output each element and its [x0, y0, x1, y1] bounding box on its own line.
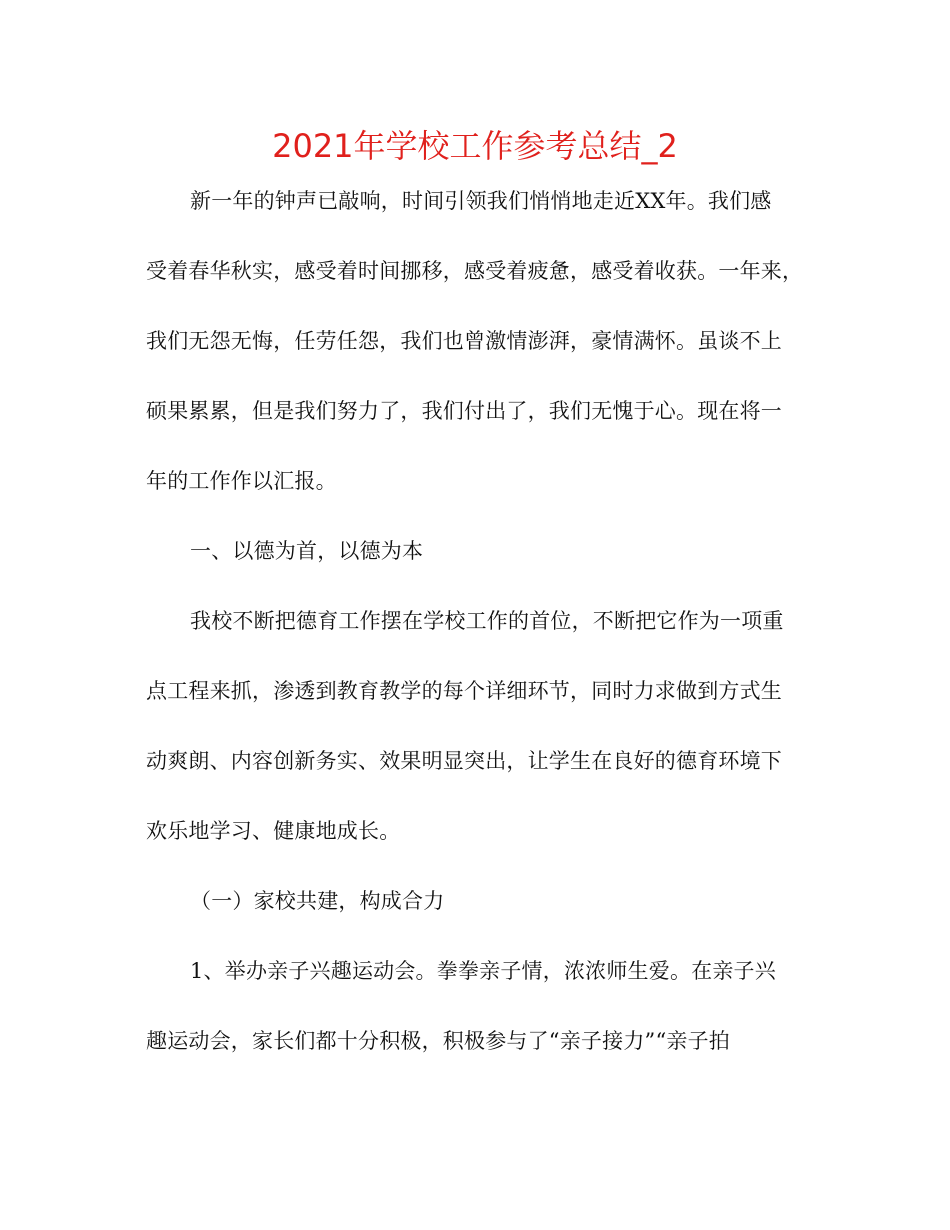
text-line: 点工程来抓，渗透到教育教学的每个详细环节，同时力求做到方式生: [146, 679, 782, 703]
paragraph-intro: [146, 166, 816, 516]
text-line: 硕果累累，但是我们努力了，我们付出了，我们无愧于心。现在将一: [146, 399, 782, 423]
paragraph-moral-education: [146, 586, 816, 866]
subsection-heading-1: [146, 866, 816, 936]
paragraph-sports-meet: [146, 936, 816, 1076]
text-line: 趣运动会，家长们都十分积极，积极参与了“亲子接力”“亲子拍: [146, 1029, 731, 1053]
document-title: 2021年学校工作参考总结_2: [272, 127, 678, 165]
text-line: 1、举办亲子兴趣运动会。拳拳亲子情，浓浓师生爱。在亲子兴: [190, 959, 776, 983]
text-line: 我校不断把德育工作摆在学校工作的首位，不断把它作为一项重: [190, 609, 784, 633]
heading-line: 一、以德为首，以德为本: [190, 539, 424, 563]
text-line: 动爽朗、内容创新务实、效果明显突出，让学生在良好的德育环境下: [146, 749, 782, 773]
text-line: 欢乐地学习、健康地成长。: [146, 819, 401, 843]
text-line: 新一年的钟声已敲响，时间引领我们悄悄地走近XX年。我们感: [190, 189, 772, 213]
text-line: 我们无怨无悔，任劳任怨，我们也曾激情澎湃，豪情满怀。虽谈不上: [146, 329, 782, 353]
document-body: [146, 166, 816, 1076]
text-line: 年的工作作以汇报。: [146, 469, 337, 493]
section-heading-1: [146, 516, 816, 586]
text-line: 受着春华秋实，感受着时间挪移，感受着疲惫，感受着收获。一年来，: [146, 259, 804, 283]
heading-line: （一）家校共建，构成合力: [190, 889, 445, 913]
